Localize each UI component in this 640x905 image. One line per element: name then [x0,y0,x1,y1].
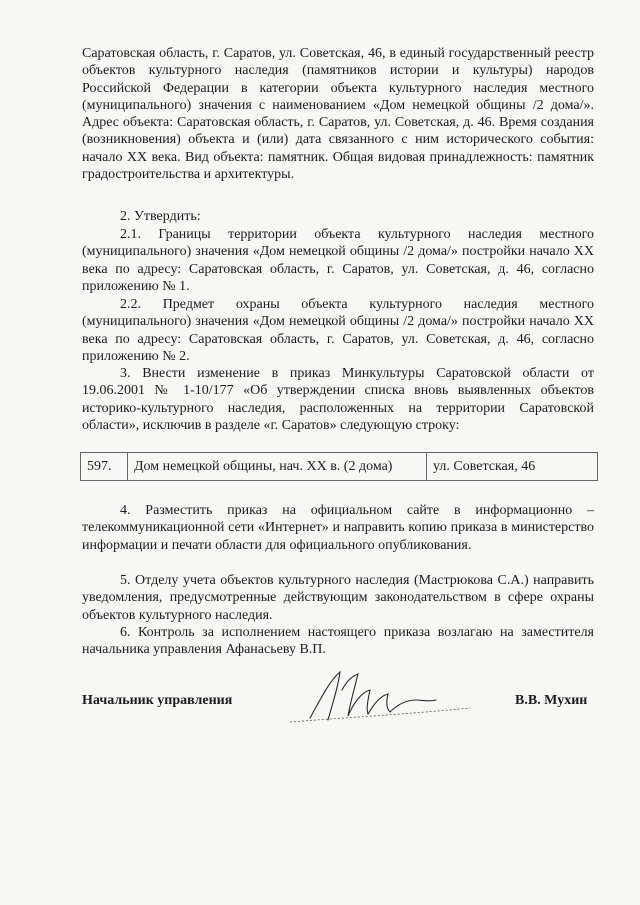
signatory-role: Начальник управления [82,693,233,708]
object-address: ул. Советская, 46 [427,453,598,481]
handwritten-signature [280,660,480,730]
object-name: Дом немецкой общины, нач. XX в. (2 дома) [128,453,427,481]
paragraph-2: 2. Утвердить: [120,209,201,224]
paragraph-6: 6. Контроль за исполнением настоящего приказа возлагаю на заместителя начальника управления Афанасьеву В.П. [82,625,594,658]
row-number: 597. [81,453,128,481]
paragraph-4: 4. Разместить приказ на официальном сайте в информационно – телекоммуникационной сети «Интернет» и направить копию приказа в министерство информации и печати области для официального опубликования. [82,503,594,553]
paragraph-3: 3. Внести изменение в приказ Минкультуры Саратовской области от 19.06.2001 № 1-10/177 «Об утверждении списка вновь выявленных объектов историко-культурного наследия, расположенных на территории Саратовской области», исключив в разделе «г. Саратов» следующую строку: [82,366,594,433]
table-row [81,453,598,481]
paragraph-2-2: 2.2. Предмет охраны объекта культурного наследия местного (муниципального) значения «Дом немецкой общины /2 дома/» постройки начало XX века по адресу: Саратовская область, г. Саратов, ул. Советская, д. 46, согласно приложению № 2. [82,297,594,364]
paragraph-5: 5. Отделу учета объектов культурного наследия (Мастрюкова С.А.) направить уведомления, предусмотренные действующим законодательством в сфере охраны объектов культурного наследия. [82,573,594,623]
paragraph-intro: Саратовская область, г. Саратов, ул. Советская, 46, в единый государственный реестр объектов культурного наследия (памятников истории и культуры) народов Российской Федерации в категории объекта культурного наследия местного (муниципального) значения с наименованием «Дом немецкой общины /2 дома/». Адрес объекта: Саратовская область, г. Саратов, ул. Советская, д. 46. Время создания (возникновения) объекта и (или) дата связанного с ним исторического события: начало XX века. Вид объекта: памятник. Общая видовая принадлежность: памятник градостроительства и архитектуры. [82,46,594,183]
signatory-name: В.В. Мухин [515,693,588,708]
paragraph-2-1: 2.1. Границы территории объекта культурного наследия местного (муниципального) значения «Дом немецкой общины /2 дома/» постройки начало XX века по адресу: Саратовская область, г. Саратов, ул. Советская, д. 46, согласно приложению № 1. [82,227,594,294]
excluded-row-table [80,452,598,481]
